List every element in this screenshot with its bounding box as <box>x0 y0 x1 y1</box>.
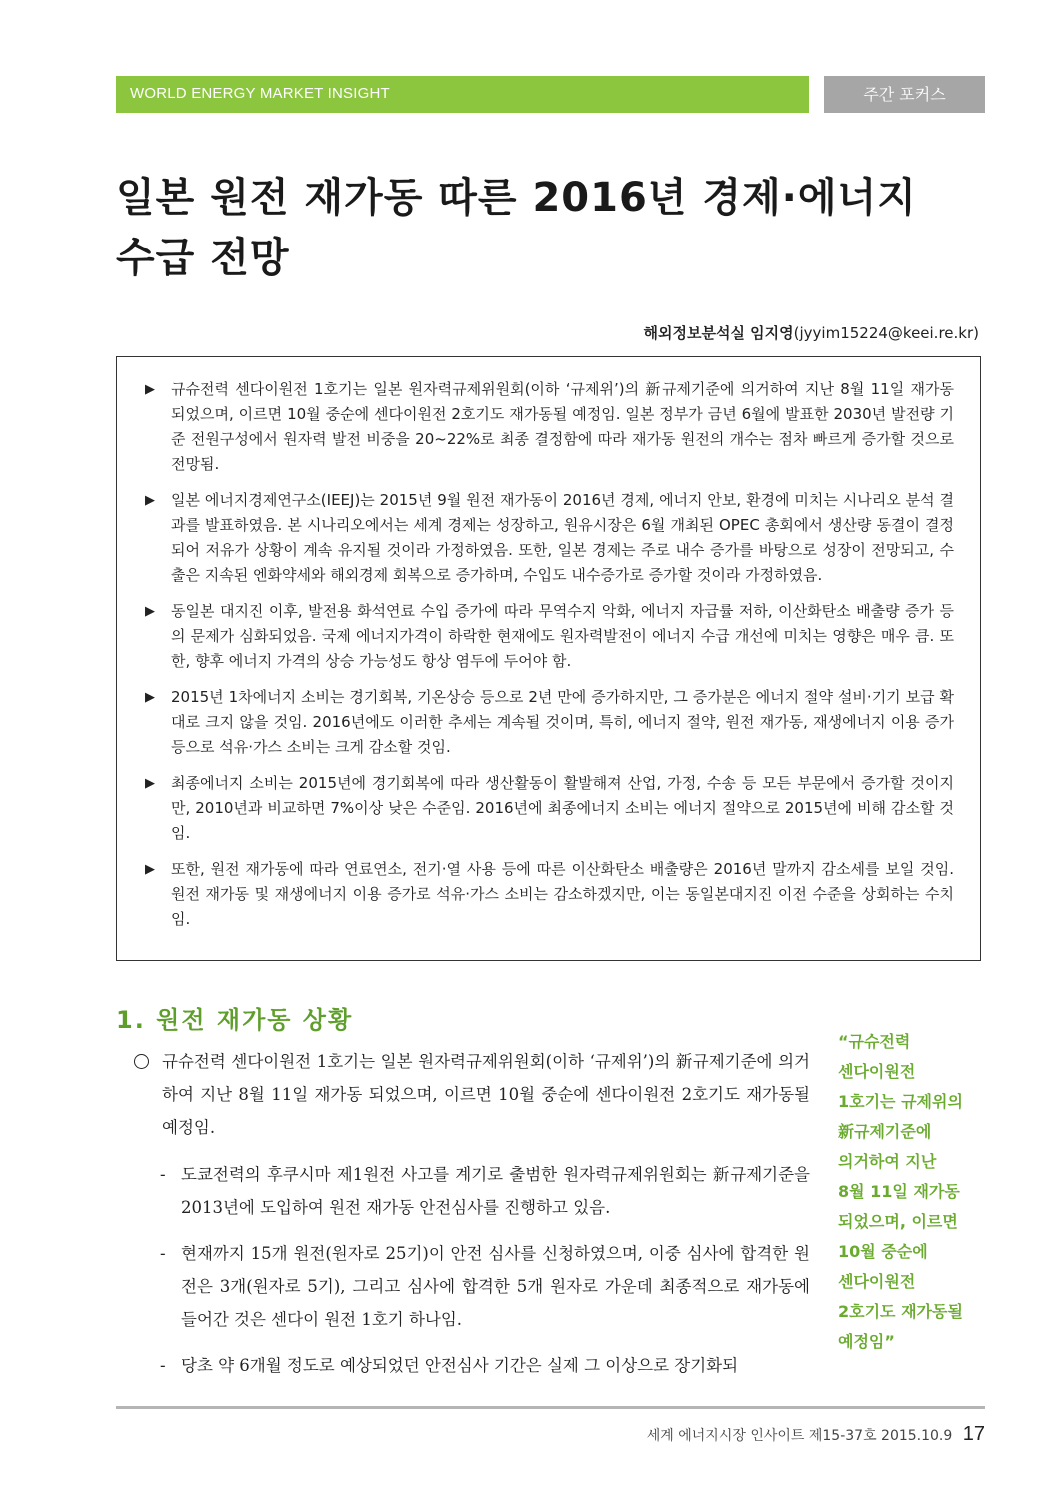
dash-bullet-icon: - <box>160 1244 166 1263</box>
header-series-label: WORLD ENERGY MARKET INSIGHT <box>130 85 390 102</box>
dash-bullet-icon: - <box>160 1165 166 1184</box>
sub-bullet-text: 도쿄전력의 후쿠시마 제1원전 사고를 계기로 출범한 원자력규제위원회는 新규제기준을 2013년에 도입하여 원전 재가동 안전심사를 진행하고 있음. <box>181 1165 810 1217</box>
sub-bullet-text: 당초 약 6개월 정도로 예상되었던 안전심사 기간은 실제 그 이상으로 장기화되 <box>181 1356 739 1375</box>
summary-item <box>143 771 954 846</box>
summary-text: 일본 에너지경제연구소(IEEJ)는 2015년 9월 원전 재가동이 2016년 경제, 에너지 안보, 환경에 미치는 시나리오 분석 결과를 발표하였음. 본 시나리오에서는 세계 경제는 성장하고, 원유시장은 6월 개최된 OPEC 총회에서 생산량 동결이 결정되어 저유가 상황이 계속 유지될 것이라 가정하였음. 또한, 일본 경제는 주로 내수 증가를 바탕으로 성장이 전망되고, 수출은 지속된 엔화약세와 해외경제 회복으로 증가하며, 수입도 내수증가로 증가할 것이라 가정하였음. <box>171 491 954 584</box>
page-footer <box>647 1423 985 1446</box>
pull-quote-line: 예정임” <box>838 1332 895 1351</box>
triangle-bullet-icon: ▶ <box>145 493 155 508</box>
title-line-2: 수급 전망 <box>116 235 290 281</box>
paragraph-text: 규슈전력 센다이원전 1호기는 일본 원자력규제위원회(이하 ‘규제위’)의 新규제기준에 의거하여 지난 8월 11일 재가동 되었으며, 이르면 10월 중순에 센다이원전 2호기도 재가동될 예정임. <box>162 1052 810 1137</box>
header-section-tag: 주간 포커스 <box>824 76 985 113</box>
summary-item <box>143 599 954 674</box>
page-number: 17 <box>962 1423 985 1445</box>
pull-quote-line: 10월 중순에 <box>838 1242 928 1261</box>
pull-quote-line: 新규제기준에 <box>838 1122 932 1141</box>
summary-text: 규슈전력 센다이원전 1호기는 일본 원자력규제위원회(이하 ‘규제위’)의 新규제기준에 의거하여 지난 8월 11일 재가동 되었으며, 이르면 10월 중순에 센다이원전 2호기도 재가동될 예정임. 일본 정부가 금년 6월에 발표한 2030년 발전량 기준 전원구성에서 원자력 발전 비중을 20~22%로 최종 결정함에 따라 재가동 원전의 개수는 점차 빠르게 증가할 것으로 전망됨. <box>171 380 954 473</box>
triangle-bullet-icon: ▶ <box>145 776 155 791</box>
author-byline <box>644 322 979 343</box>
triangle-bullet-icon: ▶ <box>145 604 155 619</box>
pull-quote-line: “규슈전력 <box>838 1032 911 1051</box>
author-email: (jyyim15224@keei.re.kr) <box>793 324 979 342</box>
pull-quote-line: 1호기는 규제위의 <box>838 1092 963 1111</box>
summary-text: 또한, 원전 재가동에 따라 연료연소, 전기·열 사용 등에 따른 이산화탄소 배출량은 2016년 말까지 감소세를 보일 것임. 원전 재가동 및 재생에너지 이용 증가로 석유·가스 소비는 감소하겠지만, 이는 동일본대지진 이전 수준을 상회하는 수치임. <box>171 860 954 928</box>
pull-quote-line: 센다이원전 <box>838 1272 916 1291</box>
summary-item <box>143 857 954 932</box>
summary-item <box>143 488 954 588</box>
pull-quote-line: 의거하여 지난 <box>838 1152 937 1171</box>
summary-text: 2015년 1차에너지 소비는 경기회복, 기온상승 등으로 2년 만에 증가하지만, 그 증가분은 에너지 절약 설비·기기 보급 확대로 크지 않을 것임. 2016년에도 이러한 추세는 계속될 것이며, 특히, 에너지 절약, 원전 재가동, 재생에너지 이용 증가 등으로 석유·가스 소비는 크게 감소할 것임. <box>171 688 954 756</box>
pull-quote-line: 센다이원전 <box>838 1062 916 1081</box>
header-series-bar <box>116 76 809 113</box>
summary-item <box>143 685 954 760</box>
pull-quote-line: 되었으며, 이르면 <box>838 1212 958 1231</box>
section-heading: 1. 원전 재가동 상황 <box>116 1006 354 1034</box>
triangle-bullet-icon: ▶ <box>145 690 155 705</box>
triangle-bullet-icon: ▶ <box>145 862 155 877</box>
triangle-bullet-icon: ▶ <box>145 382 155 397</box>
summary-text: 동일본 대지진 이후, 발전용 화석연료 수입 증가에 따라 무역수지 악화, 에너지 자급률 저하, 이산화탄소 배출량 증가 등의 문제가 심화되었음. 국제 에너지가격이 하락한 현재에도 원자력발전이 에너지 수급 개선에 미치는 영향은 매우 큼. 또한, 향후 에너지 가격의 상승 가능성도 항상 염두에 두어야 함. <box>171 602 954 670</box>
author-name: 해외정보분석실 임지영 <box>643 324 794 342</box>
page-title <box>116 168 976 288</box>
dash-bullet-icon: - <box>160 1356 166 1375</box>
circle-bullet-icon <box>134 1054 149 1069</box>
pull-quote-line: 2호기도 재가동될 <box>838 1302 963 1321</box>
pull-quote <box>838 1027 978 1357</box>
sub-bullet <box>134 1349 810 1382</box>
sub-bullet <box>134 1158 810 1224</box>
section-body <box>134 1045 810 1395</box>
summary-item <box>143 377 954 477</box>
footer-publication: 세계 에너지시장 인사이트 제15-37호 2015.10.9 <box>646 1428 953 1444</box>
pull-quote-line: 8월 11일 재가동 <box>838 1182 960 1201</box>
body-paragraph <box>134 1045 810 1144</box>
footer-divider <box>116 1406 985 1409</box>
sub-bullet <box>134 1237 810 1336</box>
sub-bullet-text: 현재까지 15개 원전(원자로 25기)이 안전 심사를 신청하였으며, 이중 심사에 합격한 원전은 3개(원자로 5기), 그리고 심사에 합격한 5개 원자로 가운데 최종적으로 재가동에 들어간 것은 센다이 원전 1호기 하나임. <box>181 1244 810 1329</box>
title-line-1: 일본 원전 재가동 따른 2016년 경제·에너지 <box>116 175 917 221</box>
summary-text: 최종에너지 소비는 2015년에 경기회복에 따라 생산활동이 활발해져 산업, 가정, 수송 등 모든 부문에서 증가할 것이지만, 2010년과 비교하면 7%이상 낮은 수준임. 2016년에 최종에너지 소비는 에너지 절약으로 2015년에 비해 감소할 것임. <box>171 774 954 842</box>
summary-box <box>116 356 981 961</box>
